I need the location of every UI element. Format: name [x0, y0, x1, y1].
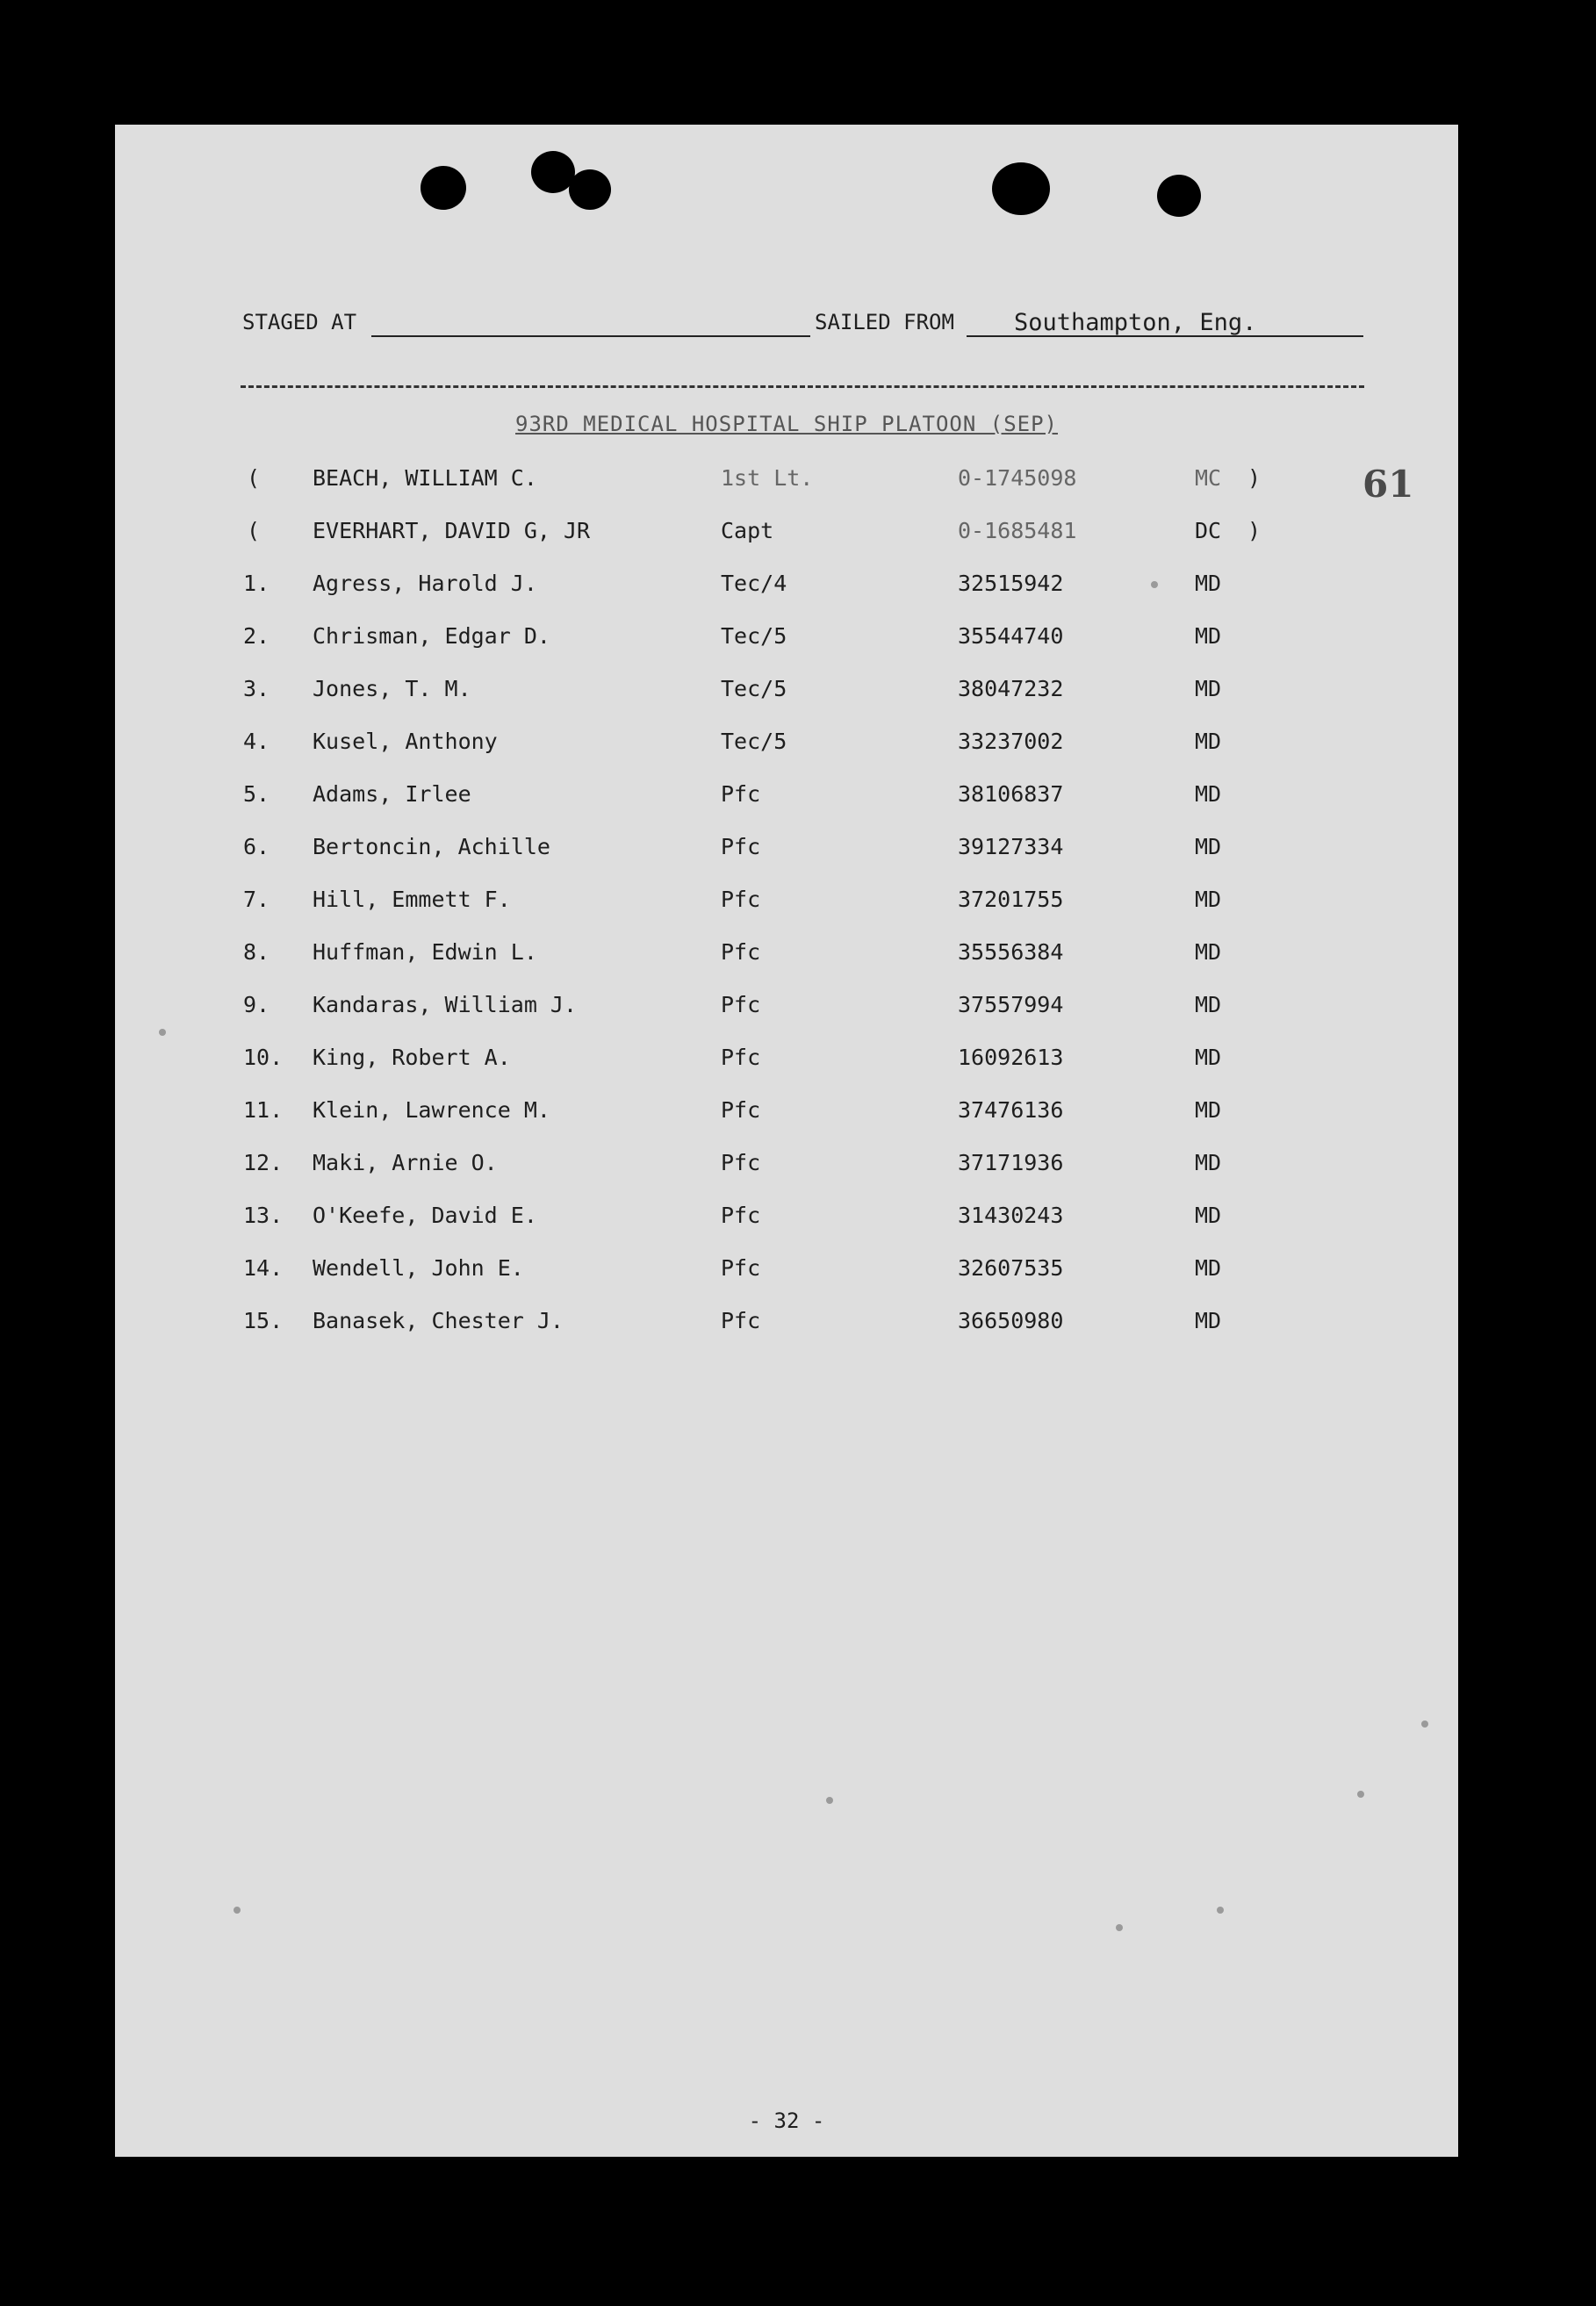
soldier-rank: Pfc — [721, 887, 761, 912]
staged-at-label: STAGED AT — [242, 310, 357, 334]
soldier-name: Bertoncin, Achille — [313, 834, 550, 859]
soldier-branch: MD — [1195, 729, 1222, 754]
soldier-serial: 37476136 — [958, 1097, 1064, 1123]
paper-speck — [826, 1797, 833, 1804]
soldier-name: Hill, Emmett F. — [313, 887, 511, 912]
officer-row — [115, 514, 1458, 549]
roster-row — [115, 830, 1458, 865]
paren-close: ) — [1247, 465, 1262, 491]
soldier-name: Kusel, Anthony — [313, 729, 498, 754]
row-number: 1. — [243, 571, 270, 596]
roster-row — [115, 1093, 1458, 1128]
soldier-rank: Pfc — [721, 781, 761, 807]
soldier-rank: Pfc — [721, 1203, 761, 1228]
soldier-branch: MD — [1195, 887, 1222, 912]
soldier-branch: MD — [1195, 834, 1222, 859]
paren-close: ) — [1247, 518, 1262, 543]
punch-hole — [569, 169, 611, 210]
soldier-branch: MD — [1195, 1203, 1222, 1228]
roster-row — [115, 988, 1458, 1023]
officer-branch: DC — [1195, 518, 1222, 543]
soldier-rank: Pfc — [721, 992, 761, 1017]
officer-branch: MC — [1195, 465, 1222, 491]
soldier-name: Klein, Lawrence M. — [313, 1097, 550, 1123]
officer-serial: 0-1745098 — [958, 465, 1077, 491]
soldier-serial: 32515942 — [958, 571, 1064, 596]
soldier-rank: Pfc — [721, 1097, 761, 1123]
soldier-branch: MD — [1195, 992, 1222, 1017]
row-number: 15. — [243, 1308, 284, 1333]
unit-heading: 93RD MEDICAL HOSPITAL SHIP PLATOON (SEP) — [515, 412, 1058, 436]
soldier-branch: MD — [1195, 676, 1222, 701]
soldier-branch: MD — [1195, 939, 1222, 965]
row-number: 2. — [243, 623, 270, 649]
officer-serial: 0-1685481 — [958, 518, 1077, 543]
row-number: 11. — [243, 1097, 284, 1123]
soldier-serial: 35556384 — [958, 939, 1064, 965]
row-number: 7. — [243, 887, 270, 912]
page-number: - 32 - — [748, 2108, 825, 2133]
soldier-rank: Pfc — [721, 1255, 761, 1281]
row-number: 9. — [243, 992, 270, 1017]
paper-speck — [1421, 1721, 1428, 1728]
margin-note: 61 — [1362, 463, 1414, 506]
soldier-branch: MD — [1195, 1150, 1222, 1175]
soldier-serial: 31430243 — [958, 1203, 1064, 1228]
officer-rank: Capt — [721, 518, 774, 543]
row-number: 6. — [243, 834, 270, 859]
soldier-branch: MD — [1195, 1255, 1222, 1281]
officer-rank: 1st Lt. — [721, 465, 814, 491]
paper-speck — [1217, 1907, 1224, 1914]
paper-speck — [1357, 1791, 1364, 1798]
officer-name: EVERHART, DAVID G, JR — [313, 518, 591, 543]
soldier-branch: MD — [1195, 1097, 1222, 1123]
soldier-rank: Pfc — [721, 1150, 761, 1175]
soldier-branch: MD — [1195, 1045, 1222, 1070]
soldier-rank: Tec/4 — [721, 571, 787, 596]
soldier-serial: 16092613 — [958, 1045, 1064, 1070]
document-page — [115, 125, 1458, 2157]
roster-row — [115, 566, 1458, 601]
soldier-branch: MD — [1195, 781, 1222, 807]
soldier-rank: Pfc — [721, 1308, 761, 1333]
soldier-branch: MD — [1195, 1308, 1222, 1333]
sailed-from-label: SAILED FROM — [815, 310, 954, 334]
soldier-serial: 37201755 — [958, 887, 1064, 912]
roster-row — [115, 1198, 1458, 1233]
roster-row — [115, 1040, 1458, 1075]
soldier-serial: 33237002 — [958, 729, 1064, 754]
soldier-rank: Tec/5 — [721, 729, 787, 754]
row-number: 4. — [243, 729, 270, 754]
soldier-name: Banasek, Chester J. — [313, 1308, 564, 1333]
soldier-name: King, Robert A. — [313, 1045, 511, 1070]
paper-speck — [159, 1029, 166, 1036]
soldier-name: Agress, Harold J. — [313, 571, 537, 596]
punch-hole — [1157, 175, 1201, 217]
soldier-name: Kandaras, William J. — [313, 992, 578, 1017]
row-number: 14. — [243, 1255, 284, 1281]
soldier-serial: 37557994 — [958, 992, 1064, 1017]
soldier-serial: 32607535 — [958, 1255, 1064, 1281]
soldier-serial: 35544740 — [958, 623, 1064, 649]
roster-row — [115, 619, 1458, 654]
soldier-name: Adams, Irlee — [313, 781, 471, 807]
soldier-name: Wendell, John E. — [313, 1255, 524, 1281]
paren-open: ( — [247, 518, 261, 543]
punch-hole — [421, 166, 466, 210]
soldier-serial: 38106837 — [958, 781, 1064, 807]
roster-row — [115, 1146, 1458, 1181]
soldier-rank: Tec/5 — [721, 676, 787, 701]
roster-row — [115, 724, 1458, 759]
soldier-serial: 37171936 — [958, 1150, 1064, 1175]
soldier-serial: 38047232 — [958, 676, 1064, 701]
row-number: 10. — [243, 1045, 284, 1070]
soldier-branch: MD — [1195, 571, 1222, 596]
row-number: 3. — [243, 676, 270, 701]
roster-row — [115, 935, 1458, 970]
soldier-rank: Pfc — [721, 834, 761, 859]
roster-row — [115, 1304, 1458, 1339]
staged-at-blank — [371, 335, 810, 337]
roster-row — [115, 672, 1458, 707]
roster-row — [115, 777, 1458, 812]
paper-speck — [1116, 1924, 1123, 1931]
roster-row — [115, 1251, 1458, 1286]
row-number: 13. — [243, 1203, 284, 1228]
soldier-rank: Tec/5 — [721, 623, 787, 649]
paper-speck — [234, 1907, 241, 1914]
soldier-name: Chrisman, Edgar D. — [313, 623, 550, 649]
punch-hole — [992, 162, 1050, 215]
soldier-name: Maki, Arnie O. — [313, 1150, 498, 1175]
soldier-name: Huffman, Edwin L. — [313, 939, 537, 965]
soldier-branch: MD — [1195, 623, 1222, 649]
soldier-serial: 36650980 — [958, 1308, 1064, 1333]
roster-row — [115, 882, 1458, 917]
row-number: 5. — [243, 781, 270, 807]
row-number: 8. — [243, 939, 270, 965]
separator-line — [241, 385, 1364, 388]
soldier-rank: Pfc — [721, 939, 761, 965]
row-number: 12. — [243, 1150, 284, 1175]
soldier-serial: 39127334 — [958, 834, 1064, 859]
paren-open: ( — [247, 465, 261, 491]
soldier-name: O'Keefe, David E. — [313, 1203, 537, 1228]
sailed-from-value: Southampton, Eng. — [1014, 309, 1257, 336]
officer-name: BEACH, WILLIAM C. — [313, 465, 537, 491]
soldier-rank: Pfc — [721, 1045, 761, 1070]
soldier-name: Jones, T. M. — [313, 676, 471, 701]
officer-row — [115, 461, 1458, 496]
